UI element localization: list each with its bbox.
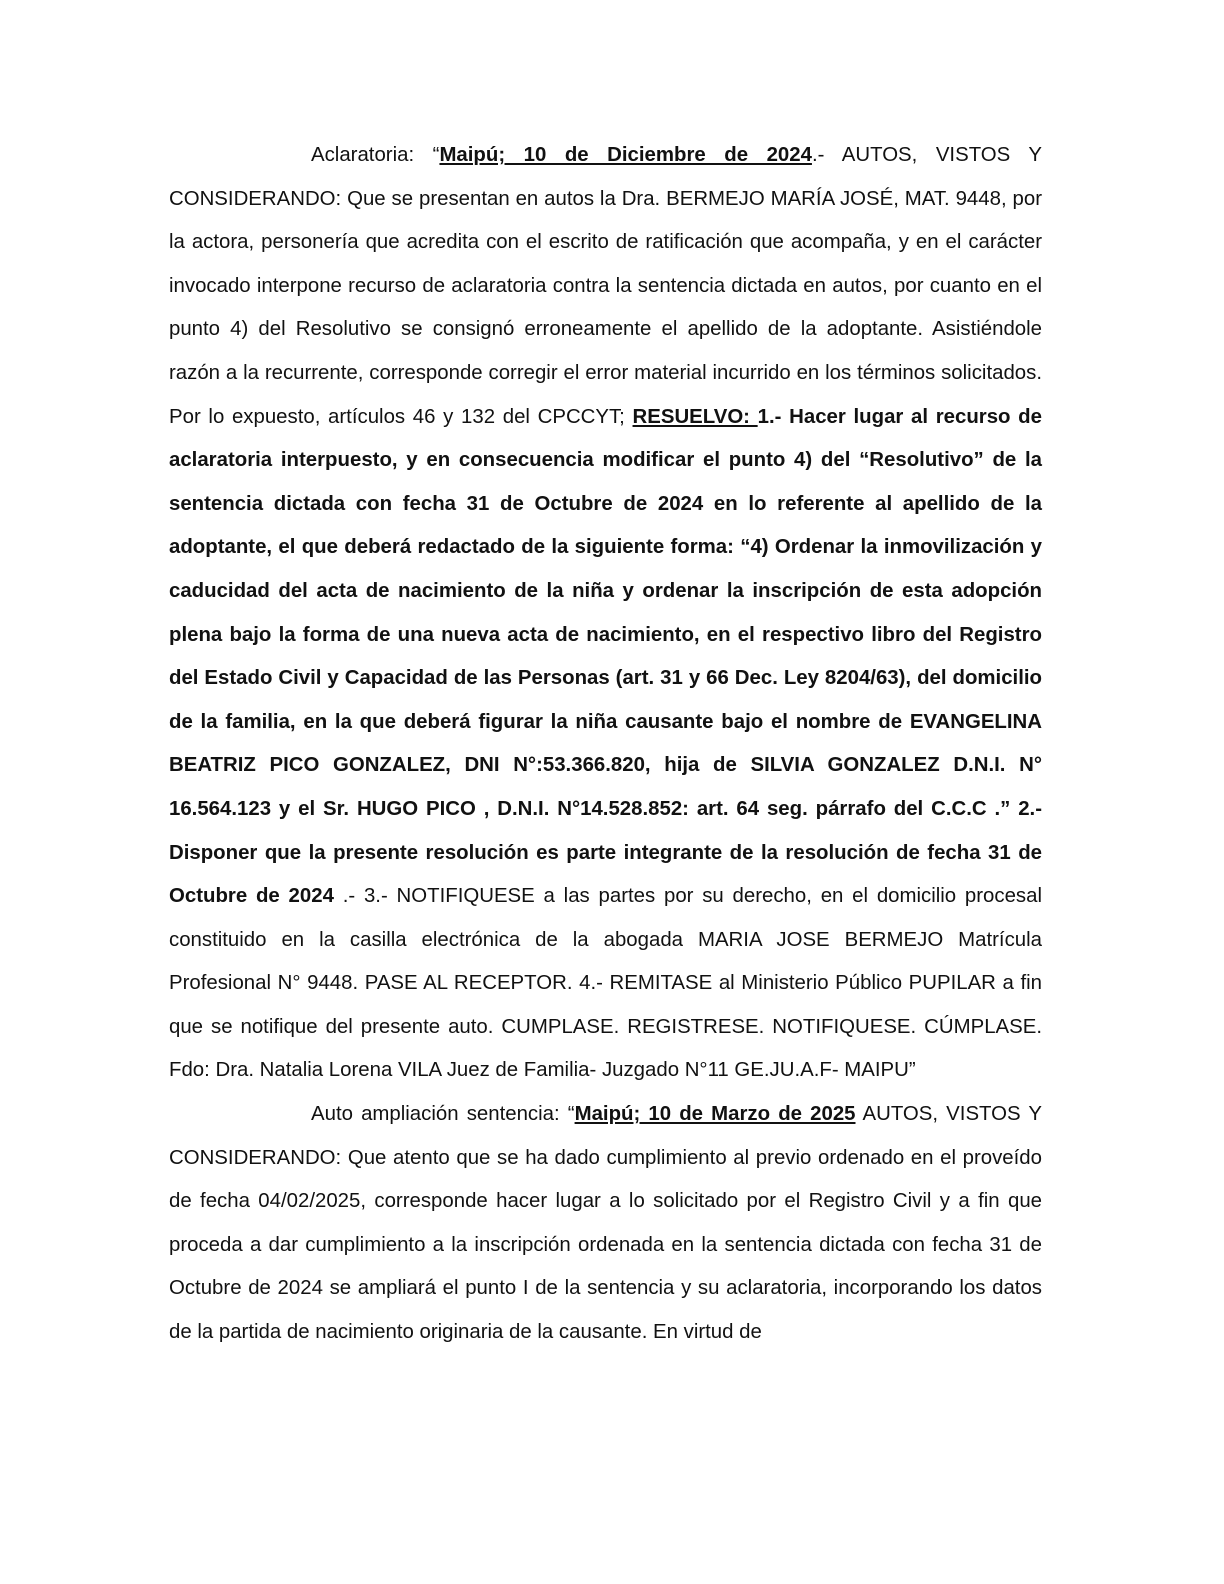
paragraph-aclaratoria xyxy=(169,134,1042,1093)
paragraph-ampliacion xyxy=(169,1093,1042,1355)
resuelvo-heading: RESUELVO: xyxy=(632,405,758,428)
document-page xyxy=(169,134,1042,1355)
aclaratoria-considerando: .- AUTOS, VISTOS Y CONSIDERANDO: Que se presentan en autos la Dra. BERMEJO MARÍA JOSÉ, MAT. 9448, por la actora, personería que acredita con el escrito de ratificación que acompaña, y en el carácter invocado interpone recurso de aclaratoria contra la sentencia dictada en autos, por cuanto en el punto 4) del Resolutivo se consignó erroneamente el apellido de la adoptante. Asistiéndole razón a la recurrente, corresponde corregir el error material incurrido en los términos solicitados. Por lo expuesto, artículos 46 y 132 del CPCCYT; xyxy=(169,144,1042,428)
aclaratoria-date: Maipú; 10 de Diciembre de 2024 xyxy=(439,144,812,166)
resuelvo-body: 1.- Hacer lugar al recurso de aclaratoria interpuesto, y en consecuencia modificar el punto 4) del “Resolutivo” de la sentencia dictada con fecha 31 de Octubre de 2024 en lo referente al apellido de la adoptante, el que deberá redactado de la siguiente forma: “4) Ordenar la inmovilización y caducidad del acta de nacimiento de la niña y ordenar la inscripción de esta adopción plena bajo la forma de una nueva acta de nacimiento, en el respectivo libro del Registro del Estado Civil y Capacidad de las Personas (art. 31 y 66 Dec. Ley 8204/63), del domicilio de la familia, en la que deberá figurar la niña causante bajo el nombre de EVANGELINA BEATRIZ PICO GONZALEZ, DNI N°:53.366.820, hija de SILVIA GONZALEZ D.N.I. N° 16.564.123 y el Sr. HUGO PICO , D.N.I. N°14.528.852: art. 64 seg. párrafo del C.C.C .” 2.- Disponer que la presente resolución es parte integrante de la resolución de fecha 31 de Octubre de 2024 xyxy=(169,405,1042,908)
ampliacion-body: AUTOS, VISTOS Y CONSIDERANDO: Que atento que se ha dado cumplimiento al previo ordenado en el proveído de fecha 04/02/2025, corresponde hacer lugar a lo solicitado por el Registro Civil y a fin que proceda a dar cumplimiento a la inscripción ordenada en la sentencia dictada con fecha 31 de Octubre de 2024 se ampliará el punto I de la sentencia y su aclaratoria, incorporando los datos de la partida de nacimiento originaria de la causante. En virtud de xyxy=(169,1103,1042,1344)
ampliacion-date: Maipú; 10 de Marzo de 2025 xyxy=(574,1103,856,1126)
ampliacion-label: Auto ampliación sentencia: “ xyxy=(311,1103,575,1126)
aclaratoria-label: Aclaratoria: “ xyxy=(311,144,440,166)
aclaratoria-closing: .- 3.- NOTIFIQUESE a las partes por su derecho, en el domicilio procesal constituido en la casilla electrónica de la abogada MARIA JOSE BERMEJO Matrícula Profesional N° 9448. PASE AL RECEPTOR. 4.- REMITASE al Ministerio Público PUPILAR a fin que se notifique del presente auto. CUMPLASE. REGISTRESE. NOTIFIQUESE. CÚMPLASE. Fdo: Dra. Natalia Lorena VILA Juez de Familia- Juzgado N°11 GE.JU.A.F- MAIPU” xyxy=(169,885,1043,1082)
